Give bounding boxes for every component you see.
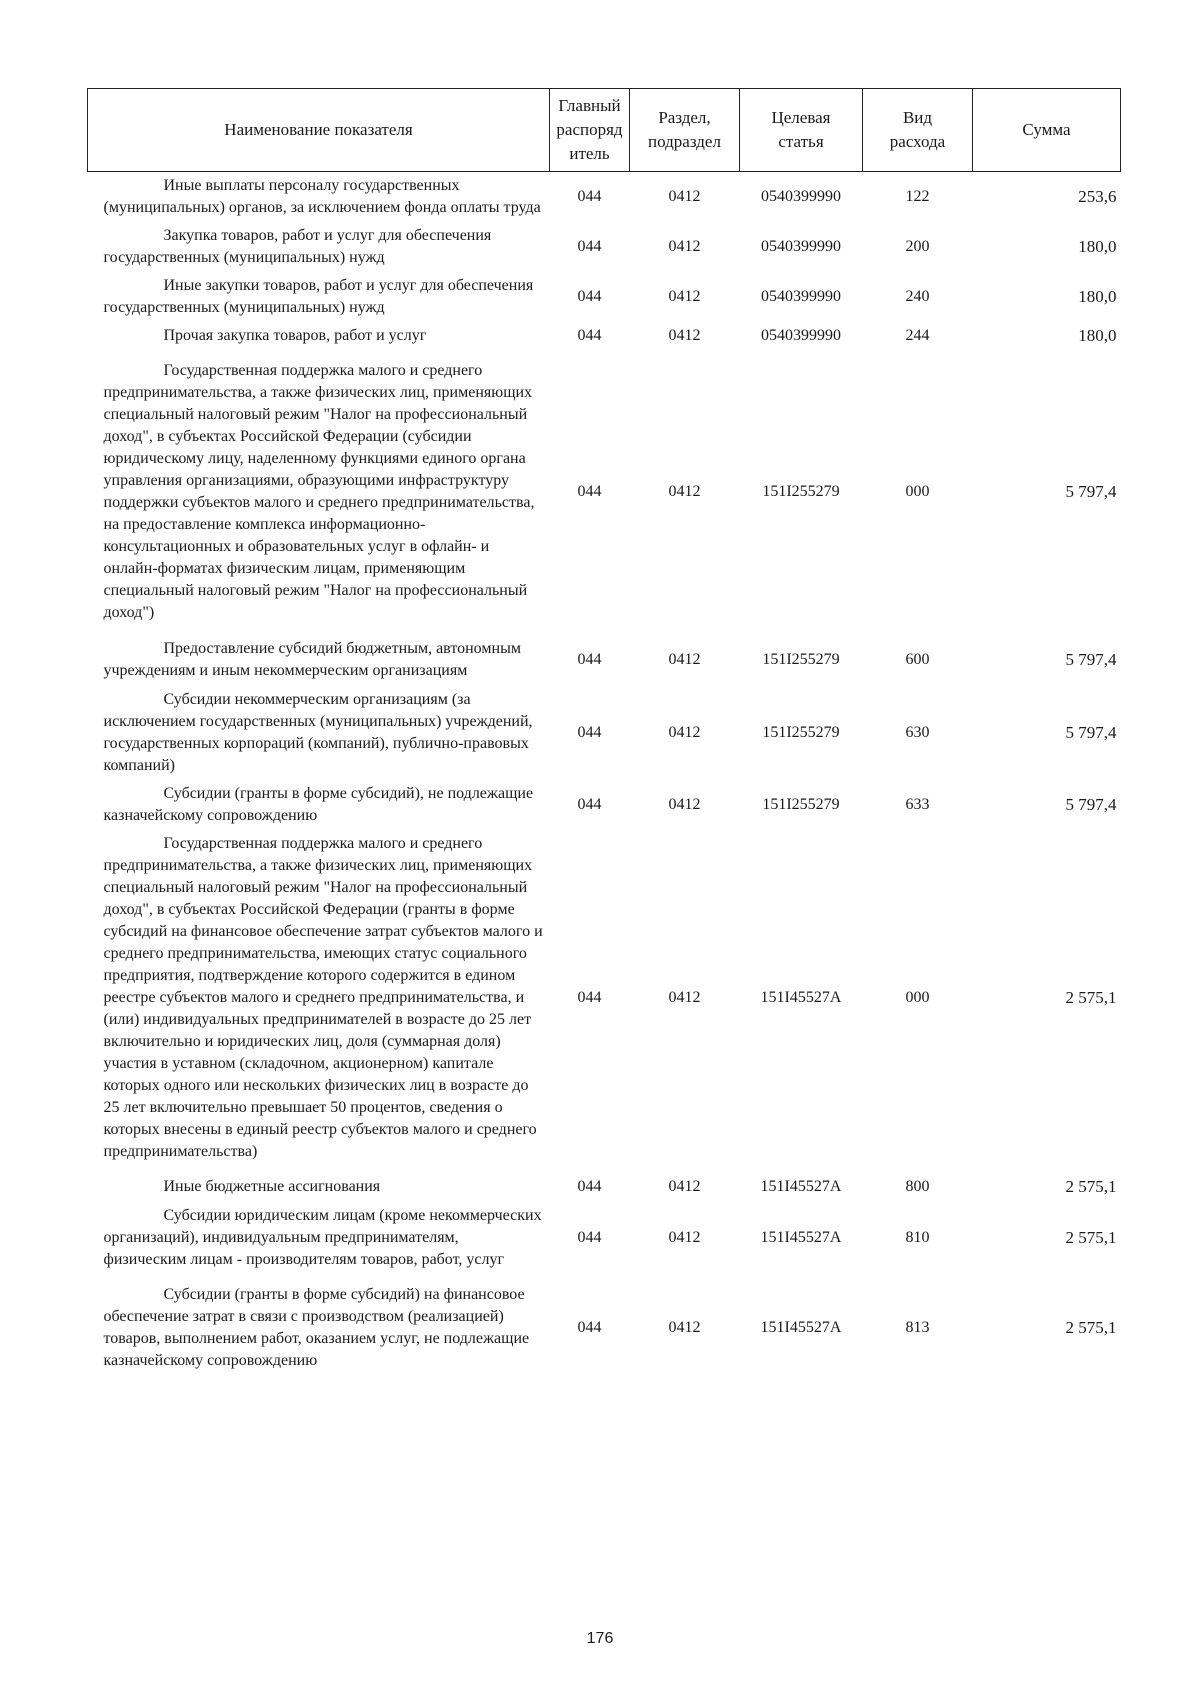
row-name: [88, 686, 550, 780]
row-name: [88, 350, 550, 628]
row-celevaya: 151I45527A: [760, 1319, 842, 1336]
row-celevaya: 151I45527A: [760, 1178, 842, 1195]
row-celevaya: 0540399990: [761, 188, 841, 205]
table-row: [88, 1166, 1121, 1202]
row-glavny: 044: [577, 651, 602, 668]
header-celevaya: [740, 89, 863, 172]
row-name: [88, 1202, 550, 1274]
row-summa: 5 797,4: [1065, 650, 1117, 669]
row-vid: 122: [905, 188, 930, 205]
row-name-text: Иные закупки товаров, работ и услуг для обеспечения государственных (муниципальных) нужд: [103, 277, 534, 316]
row-name-text: Иные выплаты персоналу государственных (муниципальных) органов, за исключением фонда оплаты труда: [103, 177, 541, 216]
row-vid: 240: [905, 288, 930, 305]
row-razdel: 0412: [668, 1229, 701, 1246]
row-summa: 2 575,1: [1065, 1177, 1117, 1196]
row-summa: 253,6: [1078, 187, 1117, 206]
row-razdel: 0412: [668, 651, 701, 668]
row-celevaya: 0540399990: [761, 288, 841, 305]
row-glavny: 044: [577, 724, 602, 741]
row-glavny: 044: [577, 1178, 602, 1195]
row-razdel: 0412: [668, 288, 701, 305]
row-glavny: 044: [577, 188, 602, 205]
row-name-text: Закупка товаров, работ и услуг для обеспечения государственных (муниципальных) нужд: [103, 227, 492, 266]
row-vid: 200: [905, 238, 930, 255]
row-vid: 000: [905, 483, 930, 500]
row-summa: 2 575,1: [1065, 988, 1117, 1007]
header-razdel-line2: подраздел: [648, 132, 721, 151]
row-summa: 5 797,4: [1065, 482, 1117, 501]
row-razdel: 0412: [668, 796, 701, 813]
row-glavny: 044: [577, 288, 602, 305]
row-razdel: 0412: [668, 1319, 701, 1336]
row-glavny: 044: [577, 483, 602, 500]
row-name-text: Субсидии (гранты в форме субсидий) на финансовое обеспечение затрат в связи с производством (реализацией) товаров, выполнением работ, оказанием услуг, не подлежащие казначейскому сопровождению: [103, 1286, 530, 1369]
header-glavny-line1: Главный: [558, 96, 621, 115]
row-vid: 000: [905, 989, 930, 1006]
header-vid: [863, 89, 973, 172]
row-vid: 810: [905, 1229, 930, 1246]
row-name: [88, 628, 550, 686]
row-glavny: 044: [577, 1319, 602, 1336]
row-vid: 800: [905, 1178, 930, 1195]
row-summa: 2 575,1: [1065, 1228, 1117, 1247]
table-row: [88, 628, 1121, 686]
row-celevaya: 151I255279: [762, 796, 840, 813]
header-name: Наименование показателя: [88, 89, 550, 172]
row-name-text: Государственная поддержка малого и среднего предпринимательства, а также физических лиц, применяющих специальный налоговый режим "Налог на профессиональный доход", в субъектах Российской Федерации (гранты в форме субсидий на финансовое обеспечение затрат субъектов малого и среднего предпринимательства, имеющих статус социального предприятия, подтверждение которого содержится в едином реестре субъектов малого и среднего предпринимательства, и (или) индивидуальных предпринимателей в возрасте до 25 лет включительно и юридических лиц, доля (суммарная доля) участия в уставном (складочном, акционерном) капитале которых одного или нескольких физических лиц в возрасте до 25 лет включительно превышает 50 процентов, сведения о которых внесены в единый реестр субъектов малого и среднего предпринимательства): [103, 835, 543, 1160]
row-celevaya: 0540399990: [761, 327, 841, 344]
row-name-text: Иные бюджетные ассигнования: [163, 1178, 381, 1195]
row-glavny: 044: [577, 1229, 602, 1246]
header-glavny-line2: распоряд: [556, 120, 623, 139]
header-summa: Сумма: [973, 89, 1121, 172]
budget-page: [87, 88, 1120, 1376]
table-row: [88, 1202, 1121, 1274]
row-razdel: 0412: [668, 724, 701, 741]
row-razdel: 0412: [668, 1178, 701, 1195]
row-name-text: Предоставление субсидий бюджетным, автономным учреждениям и иным некоммерческим организациям: [103, 640, 521, 679]
table-row: [88, 686, 1121, 780]
row-name: [88, 830, 550, 1166]
row-name-text: Прочая закупка товаров, работ и услуг: [163, 327, 427, 344]
header-razdel-line1: Раздел,: [658, 108, 711, 127]
row-vid: 600: [905, 651, 930, 668]
table-row: [88, 222, 1121, 272]
row-name-text: Субсидии юридическим лицам (кроме некоммерческих организаций), индивидуальным предпринимателям, физическим лицам - производителям товаров, работ, услуг: [103, 1207, 542, 1268]
row-name-text: Субсидии некоммерческим организациям (за исключением государственных (муниципальных) учреждений, государственных корпораций (компаний), публично-правовых компаний): [103, 691, 533, 774]
row-razdel: 0412: [668, 989, 701, 1006]
header-vid-line2: расхода: [889, 132, 946, 151]
row-name: [88, 222, 550, 272]
row-celevaya: 151I255279: [762, 651, 840, 668]
row-razdel: 0412: [668, 238, 701, 255]
table-row: [88, 780, 1121, 830]
header-glavny: [550, 89, 630, 172]
row-name: [88, 1274, 550, 1376]
table-row: [88, 272, 1121, 322]
row-name: [88, 1166, 550, 1202]
page-number: 176: [586, 1630, 614, 1647]
budget-table: [87, 88, 1121, 1376]
table-header: [88, 89, 1121, 172]
row-glavny: 044: [577, 327, 602, 344]
row-summa: 180,0: [1078, 326, 1117, 345]
row-celevaya: 0540399990: [761, 238, 841, 255]
row-summa: 180,0: [1078, 287, 1117, 306]
table-row: [88, 1274, 1121, 1376]
row-name: [88, 272, 550, 322]
row-razdel: 0412: [668, 327, 701, 344]
table-row: [88, 830, 1121, 1166]
row-summa: 2 575,1: [1065, 1318, 1117, 1337]
row-vid: 630: [905, 724, 930, 741]
header-vid-line1: Вид: [902, 108, 933, 127]
header-celevaya-line2: статья: [778, 132, 824, 151]
row-summa: 180,0: [1078, 237, 1117, 256]
row-name-text: Субсидии (гранты в форме субсидий), не подлежащие казначейскому сопровождению: [103, 785, 534, 824]
table-row: [88, 322, 1121, 350]
table-body: [88, 172, 1121, 1377]
row-summa: 5 797,4: [1065, 723, 1117, 742]
header-razdel: [630, 89, 740, 172]
table-row: [88, 350, 1121, 628]
row-celevaya: 151I45527A: [760, 1229, 842, 1246]
header-celevaya-line1: Целевая: [771, 108, 831, 127]
row-celevaya: 151I255279: [762, 724, 840, 741]
row-razdel: 0412: [668, 483, 701, 500]
table-row: [88, 172, 1121, 223]
row-vid: 244: [905, 327, 930, 344]
row-vid: 633: [905, 796, 930, 813]
row-name: [88, 172, 550, 223]
row-celevaya: 151I255279: [762, 483, 840, 500]
row-celevaya: 151I45527A: [760, 989, 842, 1006]
row-name: [88, 780, 550, 830]
row-glavny: 044: [577, 238, 602, 255]
row-name-text: Государственная поддержка малого и среднего предпринимательства, а также физических лиц, применяющих специальный налоговый режим "Налог на профессиональный доход", в субъектах Российской Федерации (субсидии юридическому лицу, наделенному функциями единого органа управления организациями, образующими инфраструктуру поддержки субъектов малого и среднего предпринимательства, на предоставление комплекса информационно-консультационных и образовательных услуг в офлайн- и онлайн-форматах физическим лицам, применяющим специальный налоговый режим "Налог на профессиональный доход"): [103, 362, 535, 621]
row-summa: 5 797,4: [1065, 795, 1117, 814]
row-name: [88, 322, 550, 350]
header-glavny-line3: итель: [569, 144, 610, 163]
row-glavny: 044: [577, 796, 602, 813]
row-glavny: 044: [577, 989, 602, 1006]
row-vid: 813: [905, 1319, 930, 1336]
row-razdel: 0412: [668, 188, 701, 205]
